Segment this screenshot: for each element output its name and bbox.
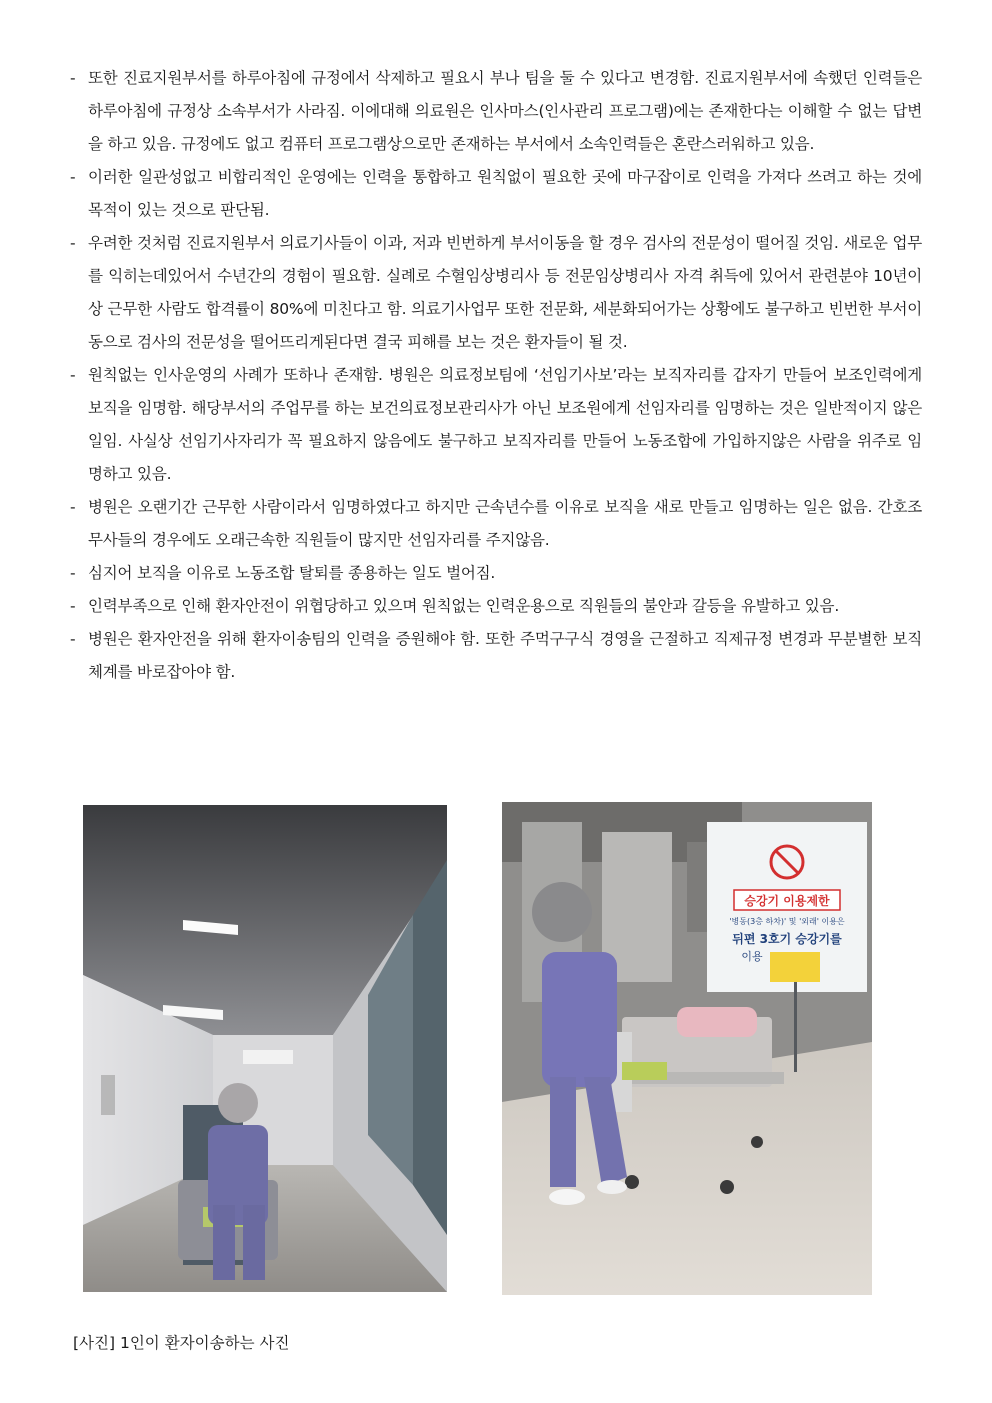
sign-heading: 승강기 이용제한 [744,894,830,908]
bullet-item [70,161,922,227]
bullet-marker: - [70,597,76,615]
lobby-photo-illustration [502,802,872,1295]
bullet-marker: - [70,564,76,582]
bullet-text: 심지어 보직을 이유로 노동조합 탈퇴를 종용하는 일도 벌어짐. [88,564,496,582]
bullet-item [70,623,922,689]
lobby-photo [502,802,872,1295]
bullet-item [70,227,922,359]
photo-caption: [사진] 1인이 환자이송하는 사진 [73,1334,290,1352]
bullet-item [70,62,922,161]
bullet-item [70,359,922,491]
sign-line-3: 이용 [741,950,763,963]
bullet-marker: - [70,630,76,648]
bullet-item [70,491,922,557]
bullet-text: 또한 진료지원부서를 하루아침에 규정에서 삭제하고 필요시 부나 팀을 둘 수 있다고 변경함. 진료지원부서에 속했던 인력들은 하루아침에 규정상 소속부서가 사라짐. 이에대해 의료원은 인사마스(인사관리 프로그램)에는 존재한다는 이해할 수 없는 답변을 하고 있음. 규정에도 없고 컴퓨터 프로그램상으로만 존재하는 부서에서 소속인력들은 혼란스러워하고 있음. [88,69,922,153]
bullet-text: 병원은 오랜기간 근무한 사람이라서 임명하였다고 하지만 근속년수를 이유로 보직을 새로 만들고 임명하는 일은 없음. 간호조무사들의 경우에도 오래근속한 직원들이 많지만 선임자리를 주지않음. [88,498,922,549]
bullet-marker: - [70,168,76,186]
bullet-text: 우려한 것처럼 진료지원부서 의료기사들이 이과, 저과 빈번하게 부서이동을 할 경우 검사의 전문성이 떨어질 것임. 새로운 업무를 익히는데있어서 수년간의 경험이 필요함. 실례로 수혈임상병리사 등 전문임상병리사 자격 취득에 있어서 관련분야 10년이상 근무한 사람도 합격률이 80%에 미친다고 함. 의료기사업무 또한 전문화, 세분화되어가는 상황에도 불구하고 빈번한 부서이동으로 검사의 전문성을 떨어뜨리게된다면 결국 피해를 보는 것은 환자들이 될 것. [88,234,922,351]
bullet-text: 인력부족으로 인해 환자안전이 위협당하고 있으며 원칙없는 인력운용으로 직원들의 불안과 갈등을 유발하고 있음. [88,597,840,615]
bullet-item [70,557,922,590]
bullet-list [70,62,922,689]
bullet-item [70,590,922,623]
bullet-marker: - [70,366,76,384]
bullet-text: 병원은 환자안전을 위해 환자이송팀의 인력을 증원해야 함. 또한 주먹구구식 경영을 근절하고 직제규정 변경과 무분별한 보직체계를 바로잡아야 함. [88,630,922,681]
corridor-photo-illustration [83,805,447,1292]
sign-line-2: 뒤편 3호기 승강기를 [732,932,842,946]
bullet-marker: - [70,498,76,516]
bullet-marker: - [70,69,76,87]
corridor-photo [83,805,447,1292]
sign-line-1: '병동(3층 하차)' 및 '외래' 이용은 [729,917,845,926]
bullet-marker: - [70,234,76,252]
bullet-text: 이러한 일관성없고 비합리적인 운영에는 인력을 통합하고 원칙없이 필요한 곳에 마구잡이로 인력을 가져다 쓰려고 하는 것에 목적이 있는 것으로 판단됨. [88,168,922,219]
bullet-text: 원칙없는 인사운영의 사례가 또하나 존재함. 병원은 의료정보팀에 ‘선임기사보’라는 보직자리를 갑자기 만들어 보조인력에게 보직을 임명함. 해당부서의 주업무를 하는 보건의료정보관리사가 아닌 보조원에게 선임자리를 임명하는 것은 일반적이지 않은 일임. 사실상 선임기사자리가 꼭 필요하지 않음에도 불구하고 보직자리를 만들어 노동조합에 가입하지않은 사람을 위주로 임명하고 있음. [88,366,922,483]
